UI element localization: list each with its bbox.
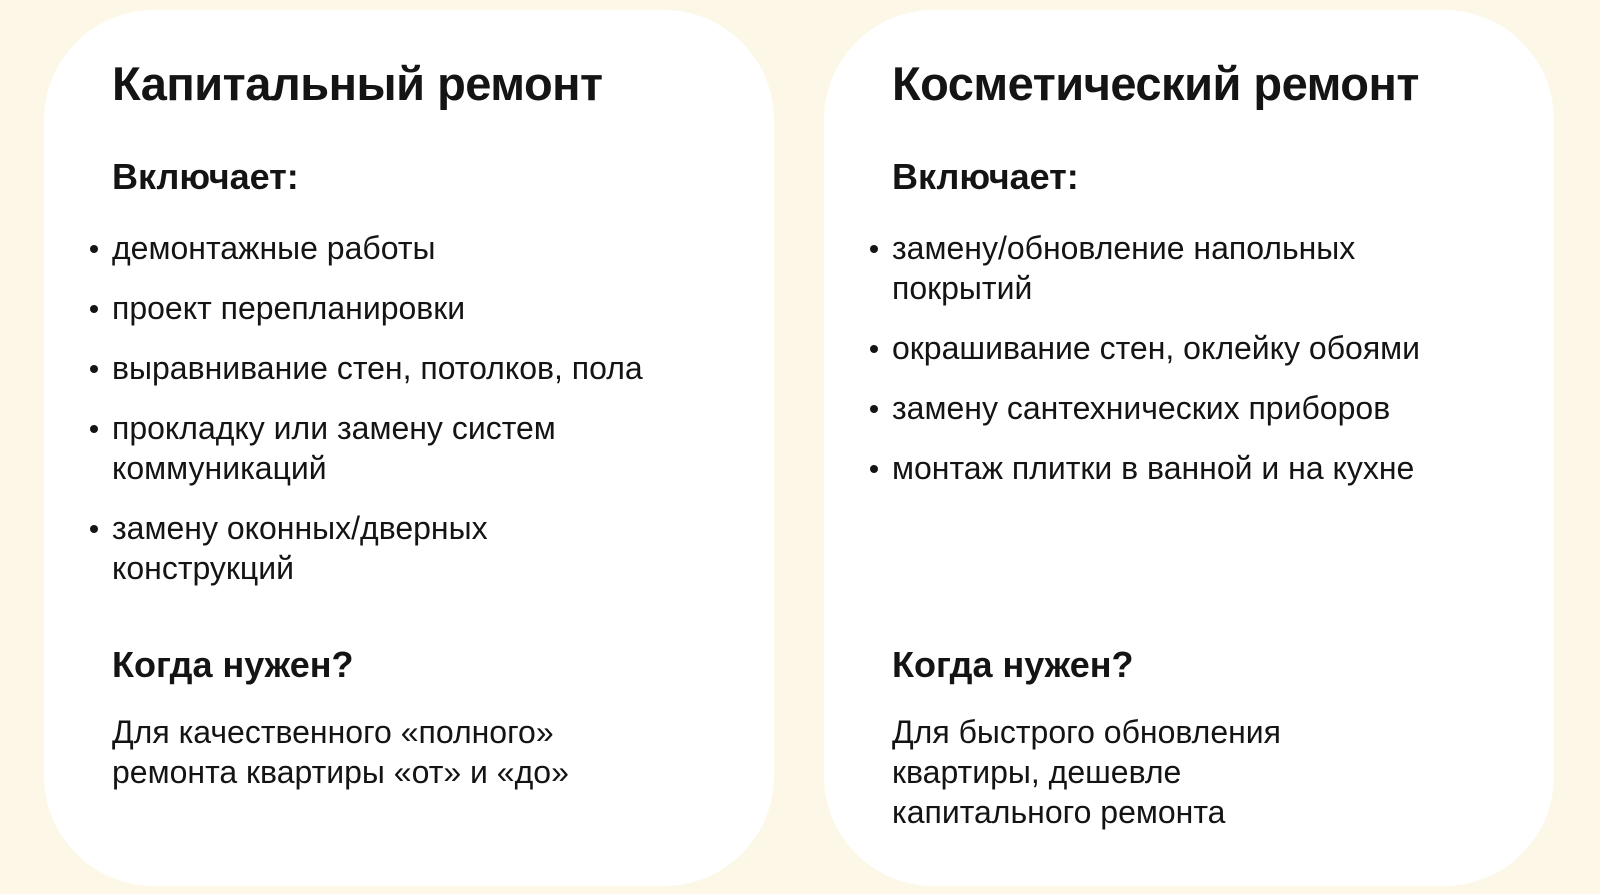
list-item	[112, 288, 572, 328]
bullet-icon	[870, 245, 878, 253]
bullet-icon	[90, 245, 98, 253]
list-item	[892, 228, 1452, 308]
bullet-icon	[90, 525, 98, 533]
card-title: Косметический ремонт	[892, 57, 1419, 110]
cosmetic-repair-card	[824, 10, 1554, 886]
bullet-icon	[870, 465, 878, 473]
when-text: Для быстрого обновления квартиры, дешевле капитального ремонта	[892, 714, 1281, 830]
list-item-text: замену оконных/дверных конструкций	[112, 510, 488, 586]
list-item-text: демонтажные работы	[112, 230, 436, 266]
includes-heading: Включает:	[892, 156, 1079, 197]
bullet-icon	[90, 365, 98, 373]
when-text: Для качественного «полного» ремонта квартиры «от» и «до»	[112, 714, 569, 790]
list-item-text: замену сантехнических приборов	[892, 390, 1391, 426]
list-item	[112, 508, 572, 588]
bullet-icon	[90, 425, 98, 433]
includes-list	[112, 228, 752, 608]
bullet-icon	[90, 305, 98, 313]
list-item	[892, 328, 1532, 368]
list-item-text: замену/обновление напольных покрытий	[892, 230, 1356, 306]
list-item	[112, 408, 672, 488]
list-item-text: выравнивание стен, потолков, пола	[112, 350, 643, 386]
bullet-icon	[870, 405, 878, 413]
list-item	[112, 348, 752, 388]
list-item-text: прокладку или замену систем коммуникаций	[112, 410, 556, 486]
card-title: Капитальный ремонт	[112, 57, 603, 110]
list-item-text: монтаж плитки в ванной и на кухне	[892, 450, 1415, 486]
list-item-text: окрашивание стен, оклейку обоями	[892, 330, 1421, 366]
list-item-text: проект перепланировки	[112, 290, 466, 326]
list-item	[892, 448, 1532, 488]
list-item	[112, 228, 532, 268]
when-heading: Когда нужен?	[892, 644, 1134, 685]
bullet-icon	[870, 345, 878, 353]
when-heading: Когда нужен?	[112, 644, 354, 685]
list-item	[892, 388, 1532, 428]
capital-repair-card	[44, 10, 774, 886]
includes-list	[892, 228, 1532, 508]
includes-heading: Включает:	[112, 156, 299, 197]
